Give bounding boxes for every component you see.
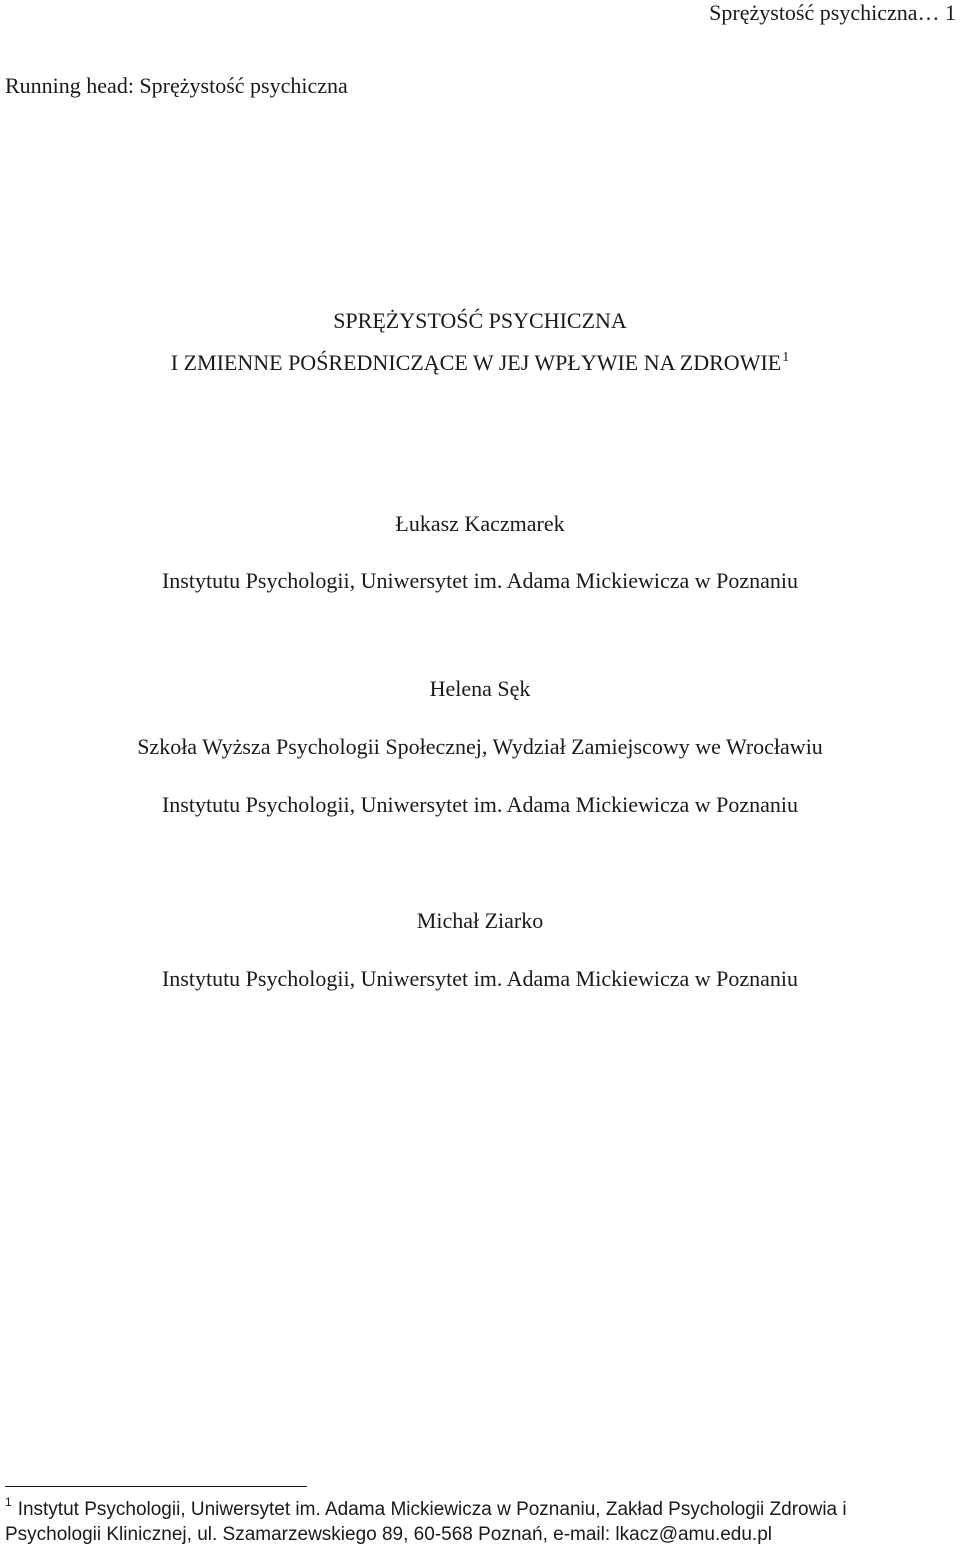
footnote xyxy=(5,1494,960,1547)
author-name-1: Łukasz Kaczmarek xyxy=(395,511,565,536)
title-line-1: SPRĘŻYSTOŚĆ PSYCHICZNA xyxy=(333,308,627,333)
author-name-2: Helena Sęk xyxy=(429,676,531,701)
author-affiliation-1: Instytutu Psychologii, Uniwersytet im. Adama Mickiewicza w Poznaniu xyxy=(161,568,799,593)
author-affiliation-2b: Instytutu Psychologii, Uniwersytet im. Adama Mickiewicza w Poznaniu xyxy=(161,792,799,817)
title-line-2-text: I ZMIENNE POŚREDNICZĄCE W JEJ WPŁYWIE NA ZDROWIE xyxy=(170,350,782,375)
footnote-line-2: Psychologii Klinicznej, ul. Szamarzewskiego 89, 60-568 Poznań, e-mail: lkacz@amu.edu.pl xyxy=(5,1524,772,1545)
footnote-line-1-text: Instytut Psychologii, Uniwersytet im. Adama Mickiewicza w Poznaniu, Zakład Psychologii Zdrowia i xyxy=(17,1499,847,1520)
title-footnote-mark: 1 xyxy=(782,349,790,365)
title-line-2 xyxy=(0,350,960,376)
running-head: Running head: Sprężystość psychiczna xyxy=(5,73,348,98)
page-header-number: Sprężystość psychiczna… 1 xyxy=(709,0,956,25)
author-name-3: Michał Ziarko xyxy=(416,908,544,933)
author-affiliation-3: Instytutu Psychologii, Uniwersytet im. Adama Mickiewicza w Poznaniu xyxy=(161,966,799,991)
footnote-mark: 1 xyxy=(5,1494,12,1509)
footnote-line-1 xyxy=(5,1494,960,1522)
footnote-divider xyxy=(5,1486,307,1487)
author-affiliation-2a: Szkoła Wyższa Psychologii Społecznej, Wydział Zamiejscowy we Wrocławiu xyxy=(137,734,823,759)
